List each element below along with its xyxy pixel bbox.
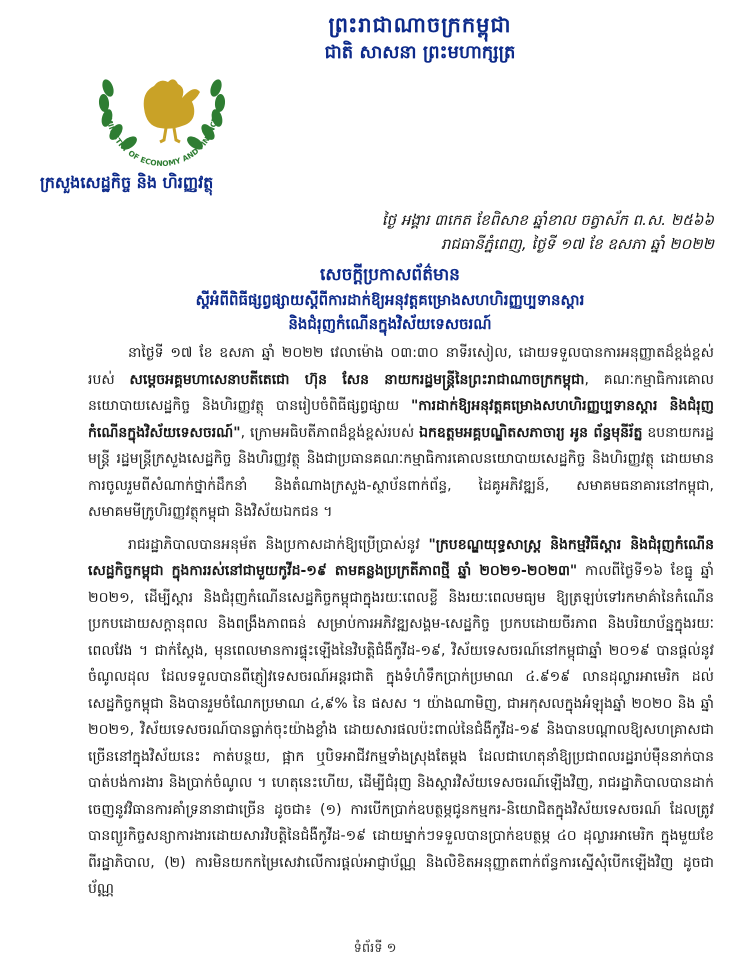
date-block: [382, 208, 714, 256]
ministry-name: ក្រសួងសេដ្ឋកិច្ច និង ហិរញ្ញវត្ថុ: [40, 173, 214, 192]
solar-date: រាជធានីភ្នំពេញ, ថ្ងៃទី ១៧ ខែ ឧសភា ឆ្នាំ ២០២២: [440, 235, 714, 253]
press-release-title: [120, 262, 660, 336]
p1-bold-prime-minister: សម្តេចអគ្គមហាសេនាបតីតេជោ ហ៊ុន សែន នាយករដ្ឋមន្ត្រីនៃព្រះរាជាណាចក្រកម្ពុជា: [129, 371, 585, 388]
lunar-date: ថ្ងៃ អង្គារ ៣កេត ខែពិសាខ ឆ្នាំខាល ចត្វាស័ក ព.ស. ២៥៦៦: [381, 211, 714, 229]
logo-arc-text: MINISTRY OF ECONOMY AND FINANCE: [104, 116, 220, 166]
p1-bold-event-name: "ការដាក់ឱ្យអនុវត្តគម្រោងសហហិរញ្ញប្បទានស្តារ និងជំរុញកំណើនក្នុងវិស័យទេសចរណ៍": [88, 398, 714, 441]
paragraph-1: [88, 340, 714, 526]
page-number: ទំព័រទី ១: [353, 941, 397, 956]
p1-text-a: នាថ្ងៃទី ១៧ ខែ ឧសភា ឆ្នាំ ២០២២ វេលាម៉ោង ០៣:៣០ នាទីរសៀល, ដោយទទួលបានការអនុញ្ញាតដ៏ខ្ពង់ខ្ពស់របស់: [88, 345, 714, 388]
title-line-1: សេចក្តីប្រកាសព័ត៌មាន: [320, 265, 460, 285]
p1-text-g: ឧបនាយករដ្ឋមន្ត្រី រដ្ឋមន្ត្រីក្រសួងសេដ្ឋកិច្ច និងហិរញ្ញវត្ថុ និងជាប្រធានគណៈកម្មាធិការគោលនយោបាយសេដ្ឋកិច្ច និងហិរញ្ញវត្ថុ ដោយមានការចូលរួមពីសំណាក់ថ្នាក់ដឹកនាំ និងតំណាងក្រសួង-ស្ថាប័នពាក់ព័ន្ធ, ដៃគូអភិវឌ្ឍន៍, សមាគមធនាគារនៅកម្ពុជា, សមាគមមីក្រូហិរញ្ញវត្ថុកម្ពុជា និងវិស័យឯកជន ។: [88, 424, 714, 520]
p2-bold-framework-name: "ក្របខណ្ឌយុទ្ធសាស្ត្រ និងកម្មវិធីស្តារ និងជំរុញកំណើនសេដ្ឋកិច្ចកម្ពុជា ក្នុងការរស់នៅជាមួយកូវីដ-១៩ តាមគន្លងប្រក្រតីភាពថ្មី ឆ្នាំ ២០២១-២០២៣": [88, 536, 714, 579]
paragraph-2: [88, 532, 714, 903]
p1-text-e: , ក្រោមអធិបតីភាពដ៏ខ្ពង់ខ្ពស់របស់: [240, 424, 420, 441]
kingdom-header: [230, 10, 610, 66]
p1-bold-minister-name: ឯកឧត្តមអគ្គបណ្ឌិតសភាចារ្យ អូន ព័ន្ធមុនីរ័ត្ន: [419, 424, 643, 441]
ministry-logo: [82, 48, 242, 166]
p1-text-c: , គណៈកម្មាធិការគោលនយោបាយសេដ្ឋកិច្ច និងហិរញ្ញវត្ថុ បានរៀបចំពិធីផ្សព្វផ្សាយ: [88, 371, 714, 414]
p2-text-a: រាជរដ្ឋាភិបាលបានអនុម័ត និងប្រកាសដាក់ឱ្យប្រើប្រាស់នូវ: [128, 536, 429, 553]
national-motto: ជាតិ សាសនា ព្រះមហាក្សត្រ: [324, 42, 516, 63]
title-line-2: ស្តីអំពីពិធីផ្សព្វផ្សាយស្តីពីការដាក់ឱ្យអនុវត្តគម្រោងសហហិរញ្ញប្បទានស្តារ: [195, 291, 585, 309]
body-text: [88, 340, 714, 909]
p2-text-c: កាលពីថ្ងៃទី១៦ ខែធ្នូ ឆ្នាំ ២០២១, ដើម្បីស្តារ និងជំរុញកំណើនសេដ្ឋកិច្ចកម្ពុជាក្នុងរយៈពេលខ្លី និងរយៈពេលមធ្យម ឱ្យត្រឡប់ទៅរកមាគ៌ានៃកំណើនប្រកបដោយសក្តានុពល និងពង្រឹងភាពធន់ សម្រាប់ការអភិវឌ្ឍសង្គម-សេដ្ឋកិច្ច ប្រកបដោយចីរភាព និងបរិយាប័ន្នក្នុងរយៈពេលវែង ។ ជាក់ស្តែង, មុនពេលមានការផ្ទុះឡើងនៃវិបត្តិជំងឺកូវីដ-១៩, វិស័យទេសចរណ៍នៅកម្ពុជាឆ្នាំ ២០១៩ បានផ្តល់នូវចំណូលដុល ដែលទទួលបានពីភ្ញៀវទេសចរណ៍អន្តរជាតិ ក្នុងទំហំទឹកប្រាក់ប្រមាណ ៤.៩១៩ លានដុល្លារអាមេរិក ដល់សេដ្ឋកិច្ចកម្ពុជា និងបានរួមចំណែកប្រមាណ ៤,៩% នៃ ផសស ។ យ៉ាងណាមិញ, ជាអកុសលក្នុងអំឡុងឆ្នាំ ២០២០ និង ឆ្នាំ ២០២១, វិស័យទេសចរណ៍បានធ្លាក់ចុះយ៉ាងខ្លាំង ដោយសារផលប៉ះពាល់នៃជំងឺកូវីដ-១៩ និងបានបណ្តាលឱ្យសហគ្រាសជាច្រើននៅក្នុងវិស័យនេះ កាត់បន្ថយ, ផ្អាក ឬបិទអាជីវកម្មទាំងស្រុងតែម្តង ដែលជាហេតុនាំឱ្យប្រជាពលរដ្ឋរាប់ម៉ឺននាក់បានបាត់បង់ការងារ និងប្រាក់ចំណូល ។ ហេតុនេះហើយ, ដើម្បីជំរុញ និងស្តារវិស័យទេសចរណ៍ឡើងវិញ, រាជរដ្ឋាភិបាលបានដាក់ចេញនូវវិធានការគាំទ្រនានាជាច្រើន ដូចជា៖ (១) ការបើកប្រាក់ឧបត្ថម្ភជូនកម្មករ-និយោជិតក្នុងវិស័យទេសចរណ៍ ដែលត្រូវបានព្យួរកិច្ចសន្យាការងារដោយសារវិបត្តិនៃជំងឺកូវីដ-១៩ ដោយម្នាក់ៗទទួលបានប្រាក់ឧបត្ថម្ភ ៤០ ដុល្លារអាមេរិក ក្នុងមួយខែពីរដ្ឋាភិបាល, (២) ការមិនយកកម្រៃសេវាលើការផ្តល់អាជ្ញាប័ណ្ណ និងលិខិតអនុញ្ញាតពាក់ព័ន្ធការស្នើសុំបើកឡើងវិញ ដូចជាប័ណ្ណ: [88, 563, 715, 897]
kingdom-title: ព្រះរាជាណាចក្រកម្ពុជា: [328, 12, 512, 37]
title-line-3: និងជំរុញកំណើនក្នុងវិស័យទេសចរណ៍: [288, 315, 492, 333]
